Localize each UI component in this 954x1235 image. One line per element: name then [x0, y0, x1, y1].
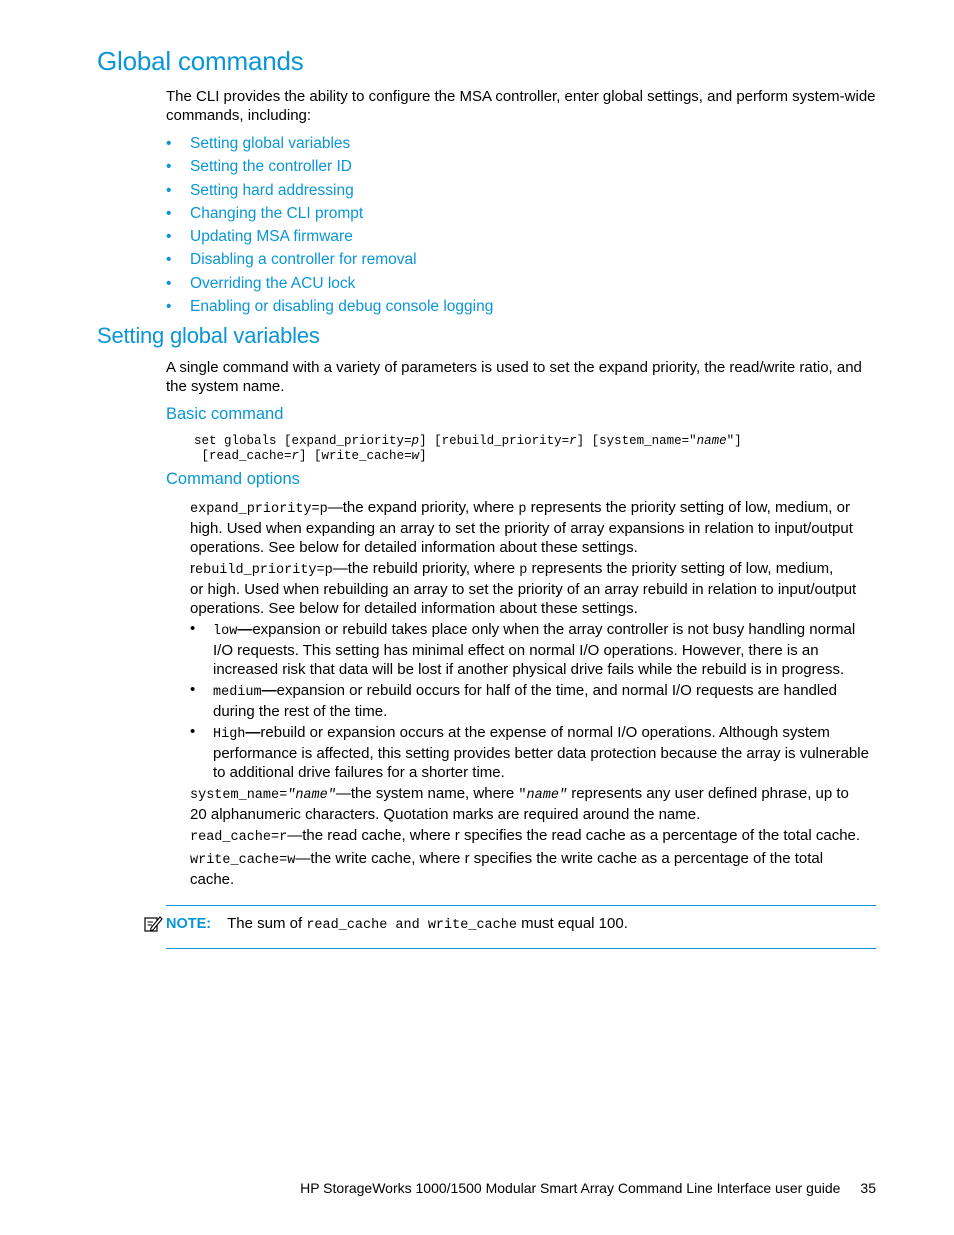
level-code: low [213, 624, 238, 639]
bullet: • [166, 274, 172, 292]
level-text: expansion or rebuild takes place only when the array controller is not busy handling normal [252, 621, 856, 638]
option-text: high. Used when expanding an array to set the priority of array expansions in relation to input/output [190, 520, 853, 537]
dash: — [287, 827, 303, 844]
option-text: the rebuild priority, where [347, 560, 520, 577]
option-text: represents any user defined phrase, up to [567, 785, 849, 802]
note-label: NOTE: [166, 916, 212, 932]
option-code: p [518, 502, 527, 517]
option-code: write_cache=w [190, 853, 296, 868]
level-text: to additional drive failures for a shorter time. [213, 764, 505, 781]
list-item [166, 250, 493, 273]
option-text: the write cache, where r specifies the write cache as a percentage of the total [310, 850, 824, 867]
level-medium [213, 681, 883, 721]
note-text: must equal 100. [516, 915, 628, 932]
level-text: I/O requests. This setting has minimal effect on normal I/O operations. However, there is an [213, 642, 819, 659]
option-text: cache. [190, 871, 235, 888]
option-code: expand_priority=p [190, 502, 328, 517]
option-text: the system name, where [350, 785, 519, 802]
option-code: " [558, 788, 568, 803]
code-param: w [411, 449, 420, 463]
dash: — [237, 621, 253, 638]
link-setting-controller-id[interactable]: Setting the controller ID [190, 158, 352, 176]
note-text: The sum of [227, 915, 307, 932]
page-title: Global commands [97, 46, 304, 76]
bullet: • [166, 135, 172, 152]
code-param: name [696, 434, 727, 448]
level-text: performance is affected, this setting provides better data protection because the array is vulnerable [213, 745, 869, 762]
link-setting-global-variables[interactable]: Setting global variables [190, 135, 351, 152]
code-text: ] [write_cache= [299, 449, 412, 463]
option-code: " [287, 788, 296, 803]
bullet: • [190, 681, 196, 698]
command-options-heading: Command options [166, 470, 300, 488]
option-read-cache [190, 826, 880, 847]
option-code: name [526, 788, 559, 803]
note [166, 914, 628, 935]
code-text: ] [system_name=" [576, 434, 697, 448]
option-text: represents the priority setting of low, medium, [527, 560, 834, 577]
section-heading-setting-global-variables: Setting global variables [97, 323, 320, 348]
code-block [194, 434, 742, 464]
setting-intro: A single command with a variety of parameters is used to set the expand priority, the read/write ratio, and the system name. [166, 359, 862, 395]
bullet: • [166, 181, 172, 199]
option-code: name [295, 788, 328, 803]
link-updating-msa-firmware[interactable]: Updating MSA firmware [190, 228, 353, 246]
option-text: the expand priority, where [342, 499, 519, 516]
dash: — [245, 724, 261, 741]
level-code: High [213, 727, 246, 742]
option-rebuild-priority [190, 559, 880, 618]
option-text: the read cache, where r specifies the read cache as a percentage of the total cache. [302, 827, 861, 844]
option-text: represents the priority setting of low, medium, or [526, 499, 850, 516]
code-param: p [411, 434, 420, 448]
list-item [166, 157, 493, 180]
bullet: • [190, 723, 196, 740]
code-param: r [569, 434, 577, 448]
level-text: expansion or rebuild occurs for half of the time, and normal I/O requests are handled [276, 682, 837, 699]
bullet: • [166, 158, 172, 176]
intro-text [166, 87, 878, 125]
option-write-cache [190, 849, 880, 889]
level-text: during the rest of the time. [213, 703, 388, 720]
link-overriding-acu-lock[interactable]: Overriding the ACU lock [190, 274, 356, 292]
note-pencil-icon [143, 914, 163, 934]
option-code: system_name= [190, 788, 288, 803]
intro-paragraph: The CLI provides the ability to configure the MSA controller, enter global settings, and perform system-wide commands, including: [166, 88, 876, 124]
bullet: • [166, 228, 172, 246]
option-text: operations. See below for detailed information about these settings. [190, 539, 638, 556]
link-setting-hard-addressing[interactable]: Setting hard addressing [190, 181, 354, 199]
option-expand-priority [190, 498, 880, 557]
bullet: • [166, 251, 172, 269]
dash: — [332, 560, 348, 577]
list-item [166, 227, 493, 250]
option-code: " [518, 788, 527, 803]
level-code: medium [213, 685, 262, 700]
level-high [213, 723, 883, 782]
bullet: • [166, 298, 172, 316]
level-text: increased risk that data will be lost if another physical drive fails while the rebuild is in progress. [213, 661, 845, 678]
list-item [166, 134, 493, 157]
bullet: • [190, 620, 196, 637]
note-bottom-rule [166, 948, 876, 949]
note-top-rule [166, 905, 876, 906]
code-text: ] [419, 449, 427, 463]
code-text: set globals [expand_priority= [194, 434, 412, 448]
option-code: p [519, 563, 528, 578]
code-text: [read_cache= [201, 449, 292, 463]
code-text: ] [rebuild_priority= [419, 434, 570, 448]
list-item [166, 297, 493, 320]
option-text: 20 alphanumeric characters. Quotation marks are required around the name. [190, 806, 701, 823]
option-text: r [190, 560, 195, 577]
option-system-name [190, 784, 880, 824]
bullet: • [166, 204, 172, 222]
list-item [166, 181, 493, 204]
option-text: or high. Used when rebuilding an array to set the priority of an array rebuild in relation to input/output [190, 581, 857, 598]
dash: — [261, 682, 277, 699]
level-text: rebuild or expansion occurs at the expense of normal I/O operations. Although system [260, 724, 830, 741]
list-item [166, 204, 493, 227]
option-text: operations. See below for detailed information about these settings. [190, 600, 638, 617]
link-changing-cli-prompt[interactable]: Changing the CLI prompt [190, 204, 364, 222]
dash: — [327, 499, 343, 516]
page-footer [300, 1180, 876, 1196]
basic-command-heading: Basic command [166, 405, 284, 423]
code-text: "] [726, 434, 742, 448]
option-code: " [327, 788, 336, 803]
dash: — [335, 785, 351, 802]
note-code: read_cache and write_cache [306, 918, 517, 933]
footer-title: HP StorageWorks 1000/1500 Modular Smart Array Command Line Interface user guide [300, 1180, 841, 1196]
link-debug-console-logging[interactable]: Enabling or disabling debug console logging [190, 298, 494, 316]
list-item [166, 274, 493, 297]
page-number: 35 [860, 1180, 876, 1196]
option-code: ebuild_priority=p [195, 563, 333, 578]
dash: — [295, 850, 311, 867]
option-code: read_cache=r [190, 830, 288, 845]
link-disabling-controller[interactable]: Disabling a controller for removal [190, 251, 417, 269]
command-list [166, 134, 493, 320]
level-low [213, 620, 883, 679]
code-param: r [291, 449, 300, 463]
